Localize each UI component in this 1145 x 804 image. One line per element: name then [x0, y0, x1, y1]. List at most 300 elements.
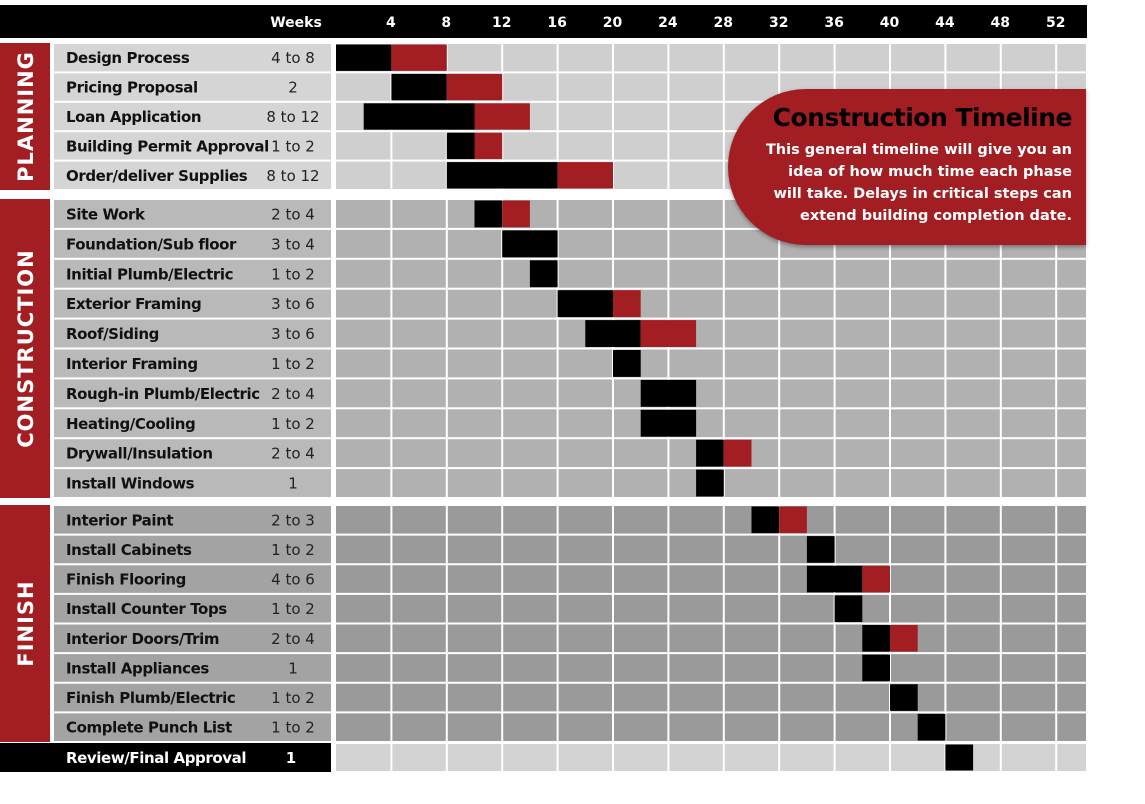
grid-cell [1057, 565, 1086, 593]
grid-cell [1057, 536, 1086, 564]
grid-cell [725, 744, 778, 771]
grid-cell [392, 439, 445, 467]
grid-cell [614, 44, 667, 71]
grid-cell [836, 506, 889, 534]
grid-cell [891, 44, 944, 71]
task-duration: 1 to 2 [271, 137, 315, 156]
grid-cell [891, 320, 944, 348]
grid-cell [1002, 595, 1055, 623]
grid-cell [669, 713, 722, 741]
grid-cell [614, 625, 667, 653]
grid-cell [392, 350, 445, 378]
grid-cell [559, 469, 612, 497]
week-tick-label: 40 [879, 15, 900, 31]
grid-cell [503, 469, 556, 497]
grid-cell [503, 320, 556, 348]
task-duration: 4 to 6 [271, 570, 315, 589]
task-label: Design Process [66, 49, 190, 68]
grid-cell [946, 290, 999, 318]
grid-cell [946, 506, 999, 534]
grid-cell [1002, 409, 1055, 437]
grid-cell [1002, 506, 1055, 534]
gantt-bar-minimum [641, 380, 696, 407]
grid-cell [669, 536, 722, 564]
gantt-bar-delay [391, 45, 446, 71]
grid-cell [725, 595, 778, 623]
grid-cell [503, 439, 556, 467]
gantt-bar-minimum [835, 595, 863, 622]
grid-cell [559, 103, 612, 130]
gantt-bar-minimum [807, 566, 862, 593]
grid-cell [669, 73, 722, 100]
grid-cell [503, 44, 556, 71]
grid-cell [503, 132, 556, 159]
grid-cell [392, 200, 445, 228]
gantt-bar-minimum [585, 320, 640, 347]
gantt-bar-delay [558, 162, 613, 188]
grid-cell [1057, 320, 1086, 348]
grid-cell [946, 439, 999, 467]
grid-cell [836, 409, 889, 437]
grid-cell [1002, 379, 1055, 407]
grid-cell [946, 409, 999, 437]
grid-cell [448, 260, 501, 288]
task-label: Install Appliances [66, 659, 209, 678]
grid-cell [669, 103, 722, 130]
grid-cell [780, 290, 833, 318]
grid-cell [392, 744, 445, 771]
grid-cell [780, 595, 833, 623]
gantt-bar-minimum [475, 201, 503, 228]
grid-cell [780, 409, 833, 437]
grid-cell [725, 536, 778, 564]
grid-cell [946, 595, 999, 623]
grid-cell [392, 290, 445, 318]
grid-cell [336, 132, 390, 159]
grid-cell [669, 654, 722, 682]
grid-cell [1002, 654, 1055, 682]
grid-cell [780, 320, 833, 348]
gantt-bar-minimum [502, 230, 557, 257]
task-duration: 2 [288, 78, 298, 97]
grid-cell [891, 379, 944, 407]
grid-cell [1002, 44, 1055, 71]
grid-cell [946, 260, 999, 288]
grid-cell [614, 565, 667, 593]
grid-cell [392, 684, 445, 712]
grid-cell [392, 654, 445, 682]
grid-cell [448, 654, 501, 682]
grid-cell [336, 350, 390, 378]
section-title: PLANNING [14, 51, 38, 182]
grid-cell [1057, 439, 1086, 467]
grid-cell [891, 595, 944, 623]
grid-cell [336, 200, 390, 228]
task-duration: 3 to 6 [271, 325, 315, 344]
grid-cell [336, 713, 390, 741]
grid-cell [836, 379, 889, 407]
final-task-label: Review/Final Approval [66, 749, 247, 767]
gantt-bar-minimum [696, 470, 724, 497]
grid-cell [1002, 536, 1055, 564]
task-label: Roof/Siding [66, 325, 160, 344]
grid-cell [614, 132, 667, 159]
task-duration: 3 to 4 [271, 235, 315, 254]
grid-cell [559, 595, 612, 623]
grid-cell [891, 409, 944, 437]
task-duration: 1 to 2 [271, 689, 315, 708]
task-label: Interior Paint [66, 511, 174, 530]
task-duration: 1 to 2 [271, 540, 315, 559]
gantt-bar-delay [890, 625, 918, 652]
gantt-bar-minimum [364, 103, 475, 129]
grid-cell [1057, 44, 1086, 71]
grid-cell [669, 132, 722, 159]
grid-cell [725, 409, 778, 437]
grid-cell [946, 350, 999, 378]
grid-cell [614, 200, 667, 228]
grid-cell [891, 536, 944, 564]
grid-cell [669, 744, 722, 771]
grid-cell [336, 595, 390, 623]
grid-cell [780, 625, 833, 653]
grid-cell [669, 44, 722, 71]
grid-cell [392, 565, 445, 593]
grid-cell [448, 595, 501, 623]
grid-cell [725, 684, 778, 712]
grid-cell [336, 320, 390, 348]
grid-cell [836, 684, 889, 712]
section-title: FINISH [14, 580, 38, 667]
gantt-bar-delay [447, 74, 502, 100]
grid-cell [336, 162, 390, 189]
task-label: Initial Plumb/Electric [66, 265, 234, 284]
grid-cell [1002, 684, 1055, 712]
grid-cell [891, 290, 944, 318]
week-tick-label: 36 [824, 15, 844, 31]
grid-cell [392, 536, 445, 564]
task-label: Interior Framing [66, 354, 198, 373]
grid-cell [891, 565, 944, 593]
task-duration: 1 [288, 474, 298, 493]
gantt-bar-minimum [613, 350, 641, 377]
grid-cell [503, 409, 556, 437]
gantt-bar-delay [641, 320, 696, 347]
grid-cell [836, 744, 889, 771]
gantt-bar-minimum [641, 410, 696, 437]
grid-cell [669, 506, 722, 534]
grid-cell [559, 713, 612, 741]
grid-cell [448, 350, 501, 378]
grid-cell [1002, 260, 1055, 288]
grid-cell [669, 162, 722, 189]
week-tick-label: 12 [491, 15, 512, 31]
grid-cell [559, 409, 612, 437]
grid-cell [725, 44, 778, 71]
grid-cell [780, 260, 833, 288]
grid-cell [780, 44, 833, 71]
grid-cell [946, 320, 999, 348]
grid-cell [614, 230, 667, 258]
grid-cell [780, 684, 833, 712]
grid-cell [780, 379, 833, 407]
grid-cell [448, 565, 501, 593]
gantt-bar-minimum [530, 260, 558, 287]
grid-cell [336, 290, 390, 318]
grid-cell [336, 654, 390, 682]
grid-cell [614, 506, 667, 534]
gantt-bar-minimum [336, 45, 391, 71]
grid-cell [503, 565, 556, 593]
grid-cell [1057, 290, 1086, 318]
week-tick-label: 24 [658, 15, 678, 31]
grid-cell [669, 290, 722, 318]
task-label: Site Work [66, 205, 145, 224]
week-tick-label: 4 [386, 15, 396, 31]
week-tick-label: 8 [441, 15, 452, 31]
grid-cell [836, 439, 889, 467]
grid-cell [392, 409, 445, 437]
grid-cell [559, 132, 612, 159]
week-tick-label: 48 [990, 15, 1011, 31]
grid-cell [780, 469, 833, 497]
grid-cell [559, 260, 612, 288]
grid-cell [503, 536, 556, 564]
grid-cell [614, 439, 667, 467]
task-label: Rough-in Plumb/Electric [66, 384, 260, 403]
task-duration: 4 to 8 [271, 49, 315, 68]
grid-cell [946, 713, 999, 741]
task-duration: 2 to 4 [271, 205, 315, 224]
grid-cell [448, 536, 501, 564]
grid-cell [1002, 625, 1055, 653]
grid-cell [725, 379, 778, 407]
grid-cell [725, 625, 778, 653]
task-label: Install Counter Tops [66, 600, 227, 619]
gantt-bar-minimum [807, 536, 835, 563]
grid-cell [336, 73, 390, 100]
grid-cell [836, 536, 889, 564]
task-label: Order/deliver Supplies [66, 166, 248, 185]
grid-cell [503, 684, 556, 712]
grid-cell [891, 744, 944, 771]
grid-cell [1002, 565, 1055, 593]
grid-cell [392, 320, 445, 348]
grid-cell [448, 625, 501, 653]
grid-cell [725, 565, 778, 593]
grid-cell [725, 654, 778, 682]
task-label: Exterior Framing [66, 295, 202, 314]
grid-cell [336, 506, 390, 534]
grid-cell [725, 290, 778, 318]
grid-cell [614, 162, 667, 189]
task-label: Loan Application [66, 108, 202, 126]
grid-cell [946, 565, 999, 593]
grid-cell [1002, 350, 1055, 378]
grid-cell [1057, 260, 1086, 288]
grid-cell [336, 409, 390, 437]
grid-cell [614, 595, 667, 623]
grid-cell [946, 44, 999, 71]
grid-cell [725, 350, 778, 378]
grid-cell [503, 625, 556, 653]
grid-cell [503, 73, 556, 100]
grid-cell [669, 625, 722, 653]
gantt-bar-delay [862, 566, 890, 593]
grid-cell [669, 595, 722, 623]
grid-cell [448, 684, 501, 712]
grid-cell [1002, 439, 1055, 467]
grid-cell [1057, 713, 1086, 741]
task-label: Install Windows [66, 474, 195, 493]
task-duration: 1 to 2 [271, 718, 315, 737]
grid-cell [614, 469, 667, 497]
grid-cell [1002, 744, 1055, 771]
grid-cell [392, 506, 445, 534]
grid-cell [725, 469, 778, 497]
weeks-label: Weeks [270, 15, 322, 31]
grid-cell [1002, 469, 1055, 497]
task-duration: 1 to 2 [271, 354, 315, 373]
grid-cell [448, 290, 501, 318]
grid-cell [946, 684, 999, 712]
grid-cell [669, 260, 722, 288]
grid-cell [669, 230, 722, 258]
task-duration: 1 [288, 659, 298, 678]
grid-cell [891, 506, 944, 534]
gantt-bar-delay [779, 507, 807, 534]
grid-cell [448, 439, 501, 467]
grid-cell [559, 73, 612, 100]
gantt-bar-delay [502, 201, 530, 228]
grid-cell [336, 469, 390, 497]
grid-cell [336, 744, 390, 771]
header-bar [0, 5, 1087, 38]
task-label: Foundation/Sub floor [66, 235, 237, 254]
grid-cell [1057, 409, 1086, 437]
grid-cell [448, 744, 501, 771]
grid-cell [1057, 379, 1086, 407]
week-tick-label: 28 [713, 15, 734, 31]
grid-cell [559, 44, 612, 71]
grid-cell [780, 439, 833, 467]
gantt-bar-minimum [752, 507, 780, 534]
grid-cell [946, 379, 999, 407]
grid-cell [392, 713, 445, 741]
grid-cell [336, 565, 390, 593]
gantt-bar-minimum [447, 133, 475, 159]
week-tick-label: 20 [602, 15, 623, 31]
grid-cell [836, 290, 889, 318]
grid-cell [392, 230, 445, 258]
gantt-bar-delay [475, 103, 530, 129]
task-label: Complete Punch List [66, 718, 232, 737]
grid-cell [1002, 713, 1055, 741]
gantt-bar-delay [475, 133, 503, 159]
callout-title: Construction Timeline [772, 103, 1072, 132]
grid-cell [559, 565, 612, 593]
task-label: Finish Plumb/Electric [66, 689, 236, 708]
grid-cell [448, 379, 501, 407]
grid-cell [559, 625, 612, 653]
grid-cell [614, 713, 667, 741]
gantt-bar-minimum [945, 745, 973, 771]
grid-cell [503, 350, 556, 378]
grid-cell [669, 350, 722, 378]
grid-cell [836, 320, 889, 348]
task-duration: 8 to 12 [266, 166, 320, 185]
task-label: Pricing Proposal [66, 78, 198, 97]
grid-cell [725, 713, 778, 741]
grid-cell [1002, 290, 1055, 318]
grid-cell [559, 439, 612, 467]
grid-cell [725, 260, 778, 288]
task-duration: 2 to 4 [271, 384, 315, 403]
section-title: CONSTRUCTION [14, 249, 38, 448]
grid-cell [836, 44, 889, 71]
grid-cell [1057, 506, 1086, 534]
grid-cell [614, 684, 667, 712]
grid-cell [336, 625, 390, 653]
grid-cell [336, 379, 390, 407]
gantt-bar-delay [724, 440, 752, 467]
grid-cell [1002, 320, 1055, 348]
grid-cell [503, 654, 556, 682]
week-tick-label: 52 [1045, 15, 1066, 31]
grid-cell [891, 260, 944, 288]
task-duration: 2 to 4 [271, 444, 315, 463]
grid-cell [559, 654, 612, 682]
task-label: Building Permit Approval [66, 137, 269, 156]
grid-cell [836, 713, 889, 741]
grid-cell [336, 230, 390, 258]
gantt-bar-minimum [558, 290, 613, 317]
task-duration: 1 to 2 [271, 414, 315, 433]
task-duration: 3 to 6 [271, 295, 315, 314]
grid-cell [946, 469, 999, 497]
grid-cell [336, 260, 390, 288]
task-label: Install Cabinets [66, 540, 192, 559]
grid-cell [448, 469, 501, 497]
grid-cell [503, 595, 556, 623]
grid-cell [946, 625, 999, 653]
callout-body: This general timeline will give you an idea of how much time each phase will take. Delays in critical steps can extend building completion date. [765, 142, 1072, 224]
gantt-bar-minimum [696, 440, 724, 467]
grid-cell [448, 44, 501, 71]
task-label: Drywall/Insulation [66, 444, 213, 463]
week-tick-label: 16 [547, 15, 567, 31]
grid-cell [780, 744, 833, 771]
gantt-bar-minimum [918, 714, 946, 741]
grid-cell [669, 565, 722, 593]
grid-cell [559, 536, 612, 564]
grid-cell [614, 654, 667, 682]
grid-cell [559, 506, 612, 534]
grid-cell [836, 260, 889, 288]
task-duration: 2 to 3 [271, 511, 315, 530]
week-tick-label: 32 [768, 15, 789, 31]
grid-cell [946, 536, 999, 564]
grid-cell [392, 132, 445, 159]
grid-cell [1057, 744, 1086, 771]
grid-cell [503, 379, 556, 407]
grid-cell [891, 439, 944, 467]
grid-cell [1057, 350, 1086, 378]
final-task-duration: 1 [285, 749, 297, 767]
grid-cell [448, 506, 501, 534]
gantt-bar-minimum [862, 655, 890, 682]
grid-cell [336, 684, 390, 712]
